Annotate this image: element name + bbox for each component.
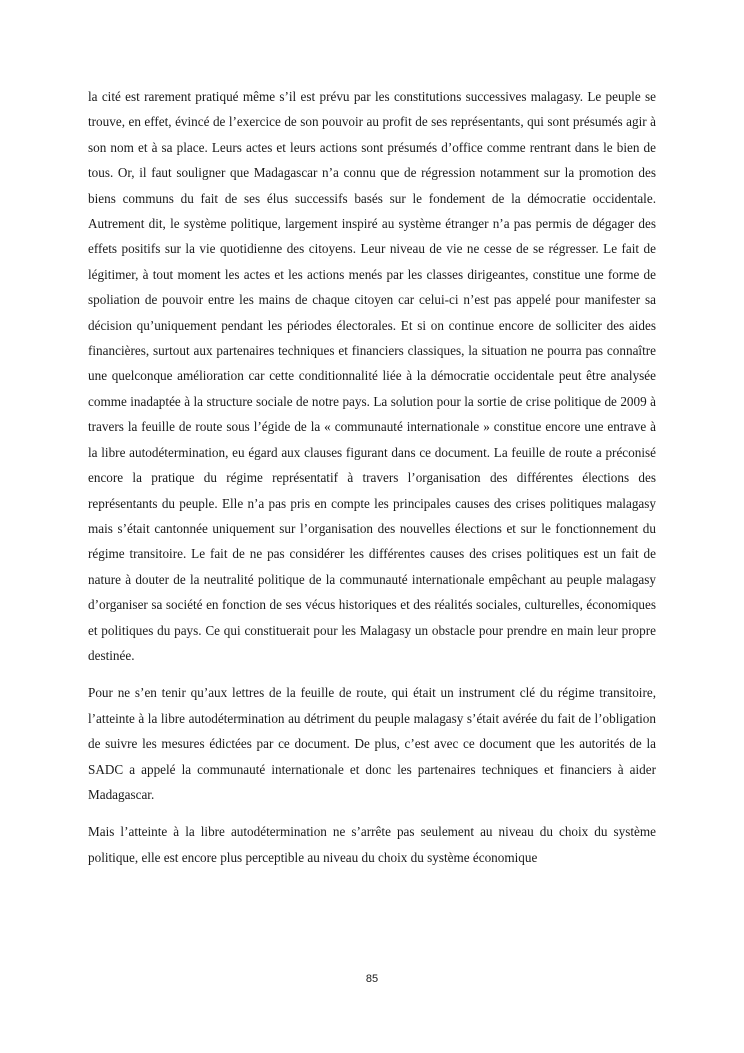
paragraph: la cité est rarement pratiqué même s’il est prévu par les constitutions successives malagasy. Le peuple se trouve, en effet, évincé de l’exercice de son pouvoir au profit de ses représentants, qui sont présumés agir à son nom et à sa place. Leurs actes et leurs actions sont présumés d’office comme rentrant dans le bien de tous. Or, il faut souligner que Madagascar n’a connu que de régression notamment sur la promotion des biens communs du fait de ses élus successifs basés sur le fondement de la démocratie occidentale. Autrement dit, le système politique, largement inspiré au système étranger n’a pas permis de dégager des effets positifs sur la vie quotidienne des citoyens. Leur niveau de vie ne cesse de se régresser. Le fait de légitimer, à tout moment les actes et les actions menés par les classes dirigeantes, constitue une forme de spoliation de pouvoir entre les mains de chaque citoyen car celui-ci n’est pas appelé pour manifester sa décision qu’uniquement pendant les périodes électorales. Et si on continue encore de solliciter des aides financières, surtout aux partenaires techniques et financiers classiques, la situation ne pourra pas connaître une quelconque amélioration car cette conditionnalité liée à la démocratie occidentale peut être analysée comme inadaptée à la structure sociale de notre pays. La solution pour la sortie de crise politique de 2009 à travers la feuille de route sous l’égide de la « communauté internationale » constitue encore une entrave à la libre autodétermination, eu égard aux clauses figurant dans ce document. La feuille de route a préconisé encore la pratique du régime représentatif à travers l’organisation des différentes élections des représentants du peuple. Elle n’a pas pris en compte les principales causes des crises politiques malagasy mais s’était cantonnée uniquement sur l’organisation des nouvelles élections et sur le fonctionnement du régime transitoire. Le fait de ne pas considérer les différentes causes des crises politiques est un fait de nature à douter de la neutralité politique de la communauté internationale empêchant au peuple malagasy d’organiser sa société en fonction de ses vécus historiques et des réalités sociales, culturelles, économiques et politiques du pays. Ce qui constituerait pour les Malagasy un obstacle pour prendre en main leur propre destinée. <box>88 89 656 663</box>
paragraph: Pour ne s’en tenir qu’aux lettres de la feuille de route, qui était un instrument clé du régime transitoire, l’atteinte à la libre autodétermination au détriment du peuple malagasy s’était avérée du fait de l’obligation de suivre les mesures édictées par ce document. De plus, c’est avec ce document que les autorités de la SADC a appelé la communauté internationale et donc les partenaires techniques et financiers à aider Madagascar. <box>88 685 656 802</box>
body-text <box>88 84 656 882</box>
paragraph: Mais l’atteinte à la libre autodétermination ne s’arrête pas seulement au niveau du choix du système politique, elle est encore plus perceptible au niveau du choix du système économique <box>88 824 656 865</box>
page-number: 85 <box>365 973 379 985</box>
